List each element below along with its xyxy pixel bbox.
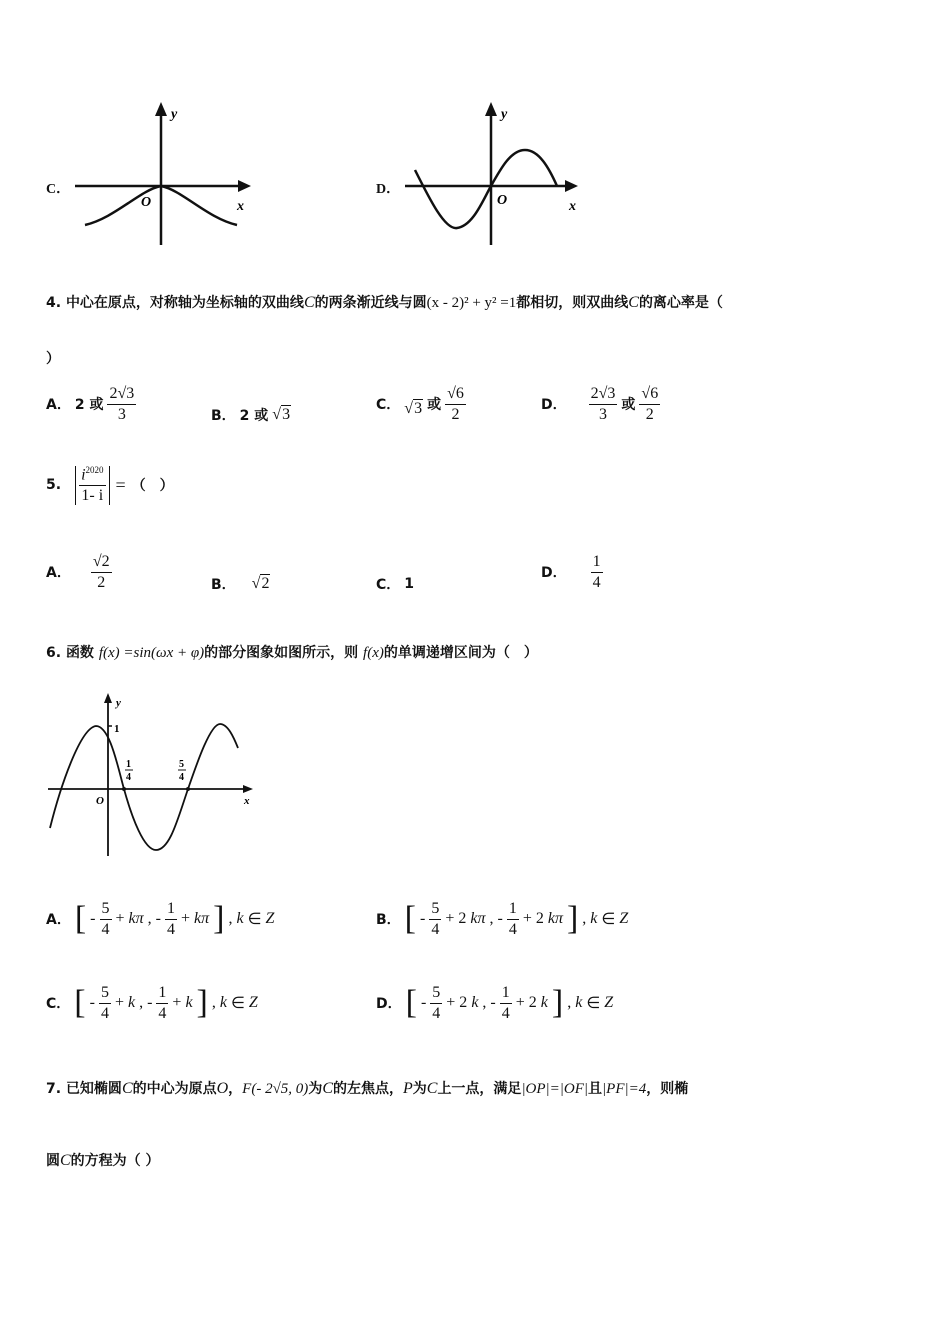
- option-label: B．: [211, 408, 236, 424]
- q4-close-paren: ）: [46, 351, 60, 367]
- option-label: A．: [46, 912, 71, 929]
- q7-focus: F(- 2√5, 0): [242, 1081, 309, 1097]
- q6-option-d[interactable]: D． [ - $\frac{5}{4}$ + 2 k , - $\frac{1}{4}$ + 2 k ] , k ∈ Z: [376, 984, 614, 1022]
- option-label: C．: [376, 577, 401, 593]
- frac: $\frac{1}{4}$: [508, 900, 517, 938]
- option-sqrt: √2: [251, 575, 270, 592]
- q4-text-b: 的两条渐近线与圆: [314, 295, 427, 311]
- q7-var-c-2: C: [322, 1080, 333, 1097]
- q7-stem-line1: [46, 1078, 688, 1098]
- q6-text-c: 的单调递增区间为（ ）: [383, 645, 538, 661]
- q6-function-2: f(x): [363, 645, 384, 661]
- option-label: D．: [541, 565, 567, 582]
- q5-number: 5.: [46, 477, 62, 494]
- y-axis-arrow: [485, 102, 497, 116]
- frac: $\frac{5}{4}$: [101, 900, 110, 938]
- x-label: x: [569, 199, 576, 214]
- q7-text-g: 且: [588, 1081, 603, 1097]
- q5-equals: =: [115, 474, 126, 495]
- q7-var-c-4: C: [60, 1152, 71, 1169]
- q7-text-d: 的左焦点，: [332, 1081, 403, 1097]
- q6-number: 6.: [46, 645, 62, 661]
- q5-option-c[interactable]: [376, 574, 414, 594]
- q5-option-a[interactable]: [46, 553, 112, 591]
- tick-label-five-quarter: [178, 759, 186, 783]
- option-label: C．: [376, 397, 401, 414]
- bracket-left: [: [405, 984, 417, 1022]
- point-five-quarter: [186, 787, 190, 791]
- option-sqrt: √3: [404, 400, 423, 418]
- frac: $\frac{1}{4}$: [166, 900, 175, 938]
- q6-text-a: 函数: [65, 645, 94, 661]
- option-label: B．: [376, 912, 401, 929]
- q3-option-c-label: C．: [46, 182, 71, 197]
- option-mid: 或: [621, 397, 636, 414]
- q6-stem: [46, 642, 538, 662]
- x-label: x: [244, 795, 250, 807]
- bracket-right: ]: [551, 984, 564, 1022]
- origin-label: O: [141, 195, 152, 210]
- svg-text:1: 1: [126, 759, 131, 770]
- q7-text-e: 为: [412, 1081, 427, 1097]
- option-prefix: 2 或: [239, 408, 269, 424]
- q6-text-b: 的部分图象如图所示，则: [204, 645, 359, 661]
- bracket-right: ]: [196, 984, 208, 1022]
- frac: $\frac{5}{4}$: [431, 900, 440, 938]
- q7-condition-1: |OP|=|OF|: [521, 1081, 589, 1097]
- frac: $\frac{1}{4}$: [501, 984, 510, 1022]
- option-label: D．: [541, 397, 567, 414]
- option-mid: 或: [427, 397, 442, 414]
- curve-d: [415, 150, 557, 228]
- q7-text-h: ，则椭: [646, 1081, 689, 1097]
- option-fraction: [589, 385, 618, 423]
- q4-var-c-2: C: [628, 294, 639, 311]
- option-fraction: [591, 553, 603, 591]
- option-fraction-2: [639, 385, 660, 423]
- q5-num-exponent: 2020: [85, 465, 104, 475]
- q4-option-c[interactable]: [376, 385, 466, 423]
- fraction-numerator: [79, 466, 105, 486]
- q5-abs-value: [75, 466, 109, 505]
- option-prefix: 2 或: [74, 397, 104, 414]
- q7-var-c-3: C: [426, 1080, 438, 1097]
- frac: $\frac{5}{4}$: [100, 984, 109, 1022]
- fraction-denominator: 4: [592, 573, 601, 591]
- q4-stem: [46, 292, 723, 312]
- q7-text-c: 为: [308, 1081, 323, 1097]
- y-label: y: [116, 697, 121, 709]
- y-axis-arrow: [104, 693, 112, 703]
- q7-text-f: 上一点，满足: [437, 1081, 522, 1097]
- option-value: 1: [404, 576, 415, 592]
- option-label: C．: [46, 996, 71, 1013]
- x-axis-arrow: [243, 785, 253, 793]
- fraction-denominator: 2: [451, 405, 460, 423]
- origin-label: O: [96, 795, 104, 807]
- radicand: 3: [282, 406, 291, 423]
- tick-label-quarter: [125, 759, 133, 783]
- q5-stem: [46, 466, 174, 505]
- x-axis-arrow: [238, 180, 251, 192]
- option-fraction: [445, 385, 466, 423]
- q5-paren: （ ）: [131, 478, 174, 495]
- fraction-numerator: 1: [591, 553, 603, 573]
- y-axis-arrow: [155, 102, 167, 116]
- q5-fraction: [79, 466, 105, 505]
- q7-number: 7.: [46, 1081, 62, 1097]
- frac: $\frac{5}{4}$: [432, 984, 441, 1022]
- q4-option-d[interactable]: [541, 385, 660, 423]
- radicand: 2: [261, 575, 270, 592]
- q3-option-d-graph: [405, 100, 585, 250]
- fraction-denominator: 2: [97, 573, 106, 591]
- fraction-numerator: √2: [91, 553, 112, 573]
- svg-text:5: 5: [179, 759, 184, 770]
- q5-option-b[interactable]: [211, 574, 270, 594]
- fraction-denominator: 3: [599, 405, 608, 423]
- q7-line2-a: 圆: [46, 1153, 60, 1169]
- sine-curve: [50, 724, 238, 850]
- q4-circle-equation: (x - 2)² + y² =1: [426, 295, 517, 311]
- fraction-denominator: 2: [645, 405, 654, 423]
- y-label: y: [501, 107, 508, 122]
- q7-comma: ，: [228, 1081, 243, 1097]
- q6-option-a[interactable]: A． [ - $\frac{5}{4}$ + kπ , - $\frac{1}{4}$ + kπ ] , k ∈ Z: [46, 900, 275, 938]
- q6-function: f(x) =sin(ωx + φ): [98, 645, 205, 661]
- q7-var-o: O: [216, 1080, 229, 1097]
- option-sqrt: √3: [272, 406, 291, 423]
- bracket-left: [: [74, 984, 86, 1022]
- q7-text-b: 的中心为原点: [132, 1081, 217, 1097]
- q3-option-c-graph: [75, 100, 255, 250]
- q4-text-d: 的离心率是（: [638, 295, 723, 311]
- q7-text-a: 已知椭圆: [65, 1081, 122, 1097]
- q7-line2-b: 的方程为（ ）: [70, 1153, 160, 1169]
- option-label: A．: [46, 565, 71, 582]
- option-label: A．: [46, 397, 71, 414]
- origin-label: O: [497, 193, 508, 208]
- frac: $\frac{1}{4}$: [158, 984, 167, 1022]
- q7-stem-line2: [46, 1150, 160, 1170]
- q3-option-d-label: D．: [376, 182, 401, 197]
- tick-label-1: 1: [114, 723, 120, 735]
- q4-text-c: 都相切，则双曲线: [516, 295, 629, 311]
- point-quarter: [122, 787, 126, 791]
- fraction-numerator: √6: [639, 385, 660, 405]
- q7-var-p: P: [402, 1080, 413, 1097]
- q5-option-d[interactable]: [541, 553, 603, 591]
- svg-text:4: 4: [126, 772, 131, 783]
- bracket-left: [: [74, 900, 87, 938]
- q4-option-b[interactable]: [211, 405, 291, 425]
- fraction-numerator: 2√3: [107, 385, 136, 405]
- q7-var-c: C: [121, 1080, 133, 1097]
- bracket-right: ]: [566, 900, 579, 938]
- x-label: x: [237, 199, 244, 214]
- q7-condition-2: |PF|=4: [602, 1081, 647, 1097]
- q4-var-c: C: [303, 294, 315, 311]
- q4-number: 4.: [46, 295, 62, 311]
- q4-option-a[interactable]: [46, 385, 136, 423]
- option-label: D．: [376, 996, 402, 1013]
- q6-option-b[interactable]: B． [ - $\frac{5}{4}$ + 2 kπ , - $\frac{1}{4}$ + 2 kπ ] , k ∈ Z: [376, 900, 629, 938]
- q4-text-a: 中心在原点，对称轴为坐标轴的双曲线: [65, 295, 304, 311]
- fraction-numerator: √6: [445, 385, 466, 405]
- svg-text:4: 4: [179, 772, 184, 783]
- q6-graph: [48, 688, 260, 860]
- fraction-numerator: 2√3: [589, 385, 618, 405]
- x-axis-arrow: [565, 180, 578, 192]
- radicand: 3: [414, 400, 423, 418]
- q5-num-base: i: [81, 466, 86, 484]
- fraction-denominator: 3: [117, 405, 126, 423]
- bracket-left: [: [404, 900, 416, 938]
- option-fraction: [107, 385, 136, 423]
- bracket-right: ]: [213, 900, 225, 938]
- q6-option-c[interactable]: C． [ - $\frac{5}{4}$ + k , - $\frac{1}{4}$ + k ] , k ∈ Z: [46, 984, 258, 1022]
- option-fraction: [91, 553, 112, 591]
- option-label: B．: [211, 577, 236, 593]
- fraction-denominator: 1- i: [81, 486, 104, 504]
- y-label: y: [171, 107, 178, 122]
